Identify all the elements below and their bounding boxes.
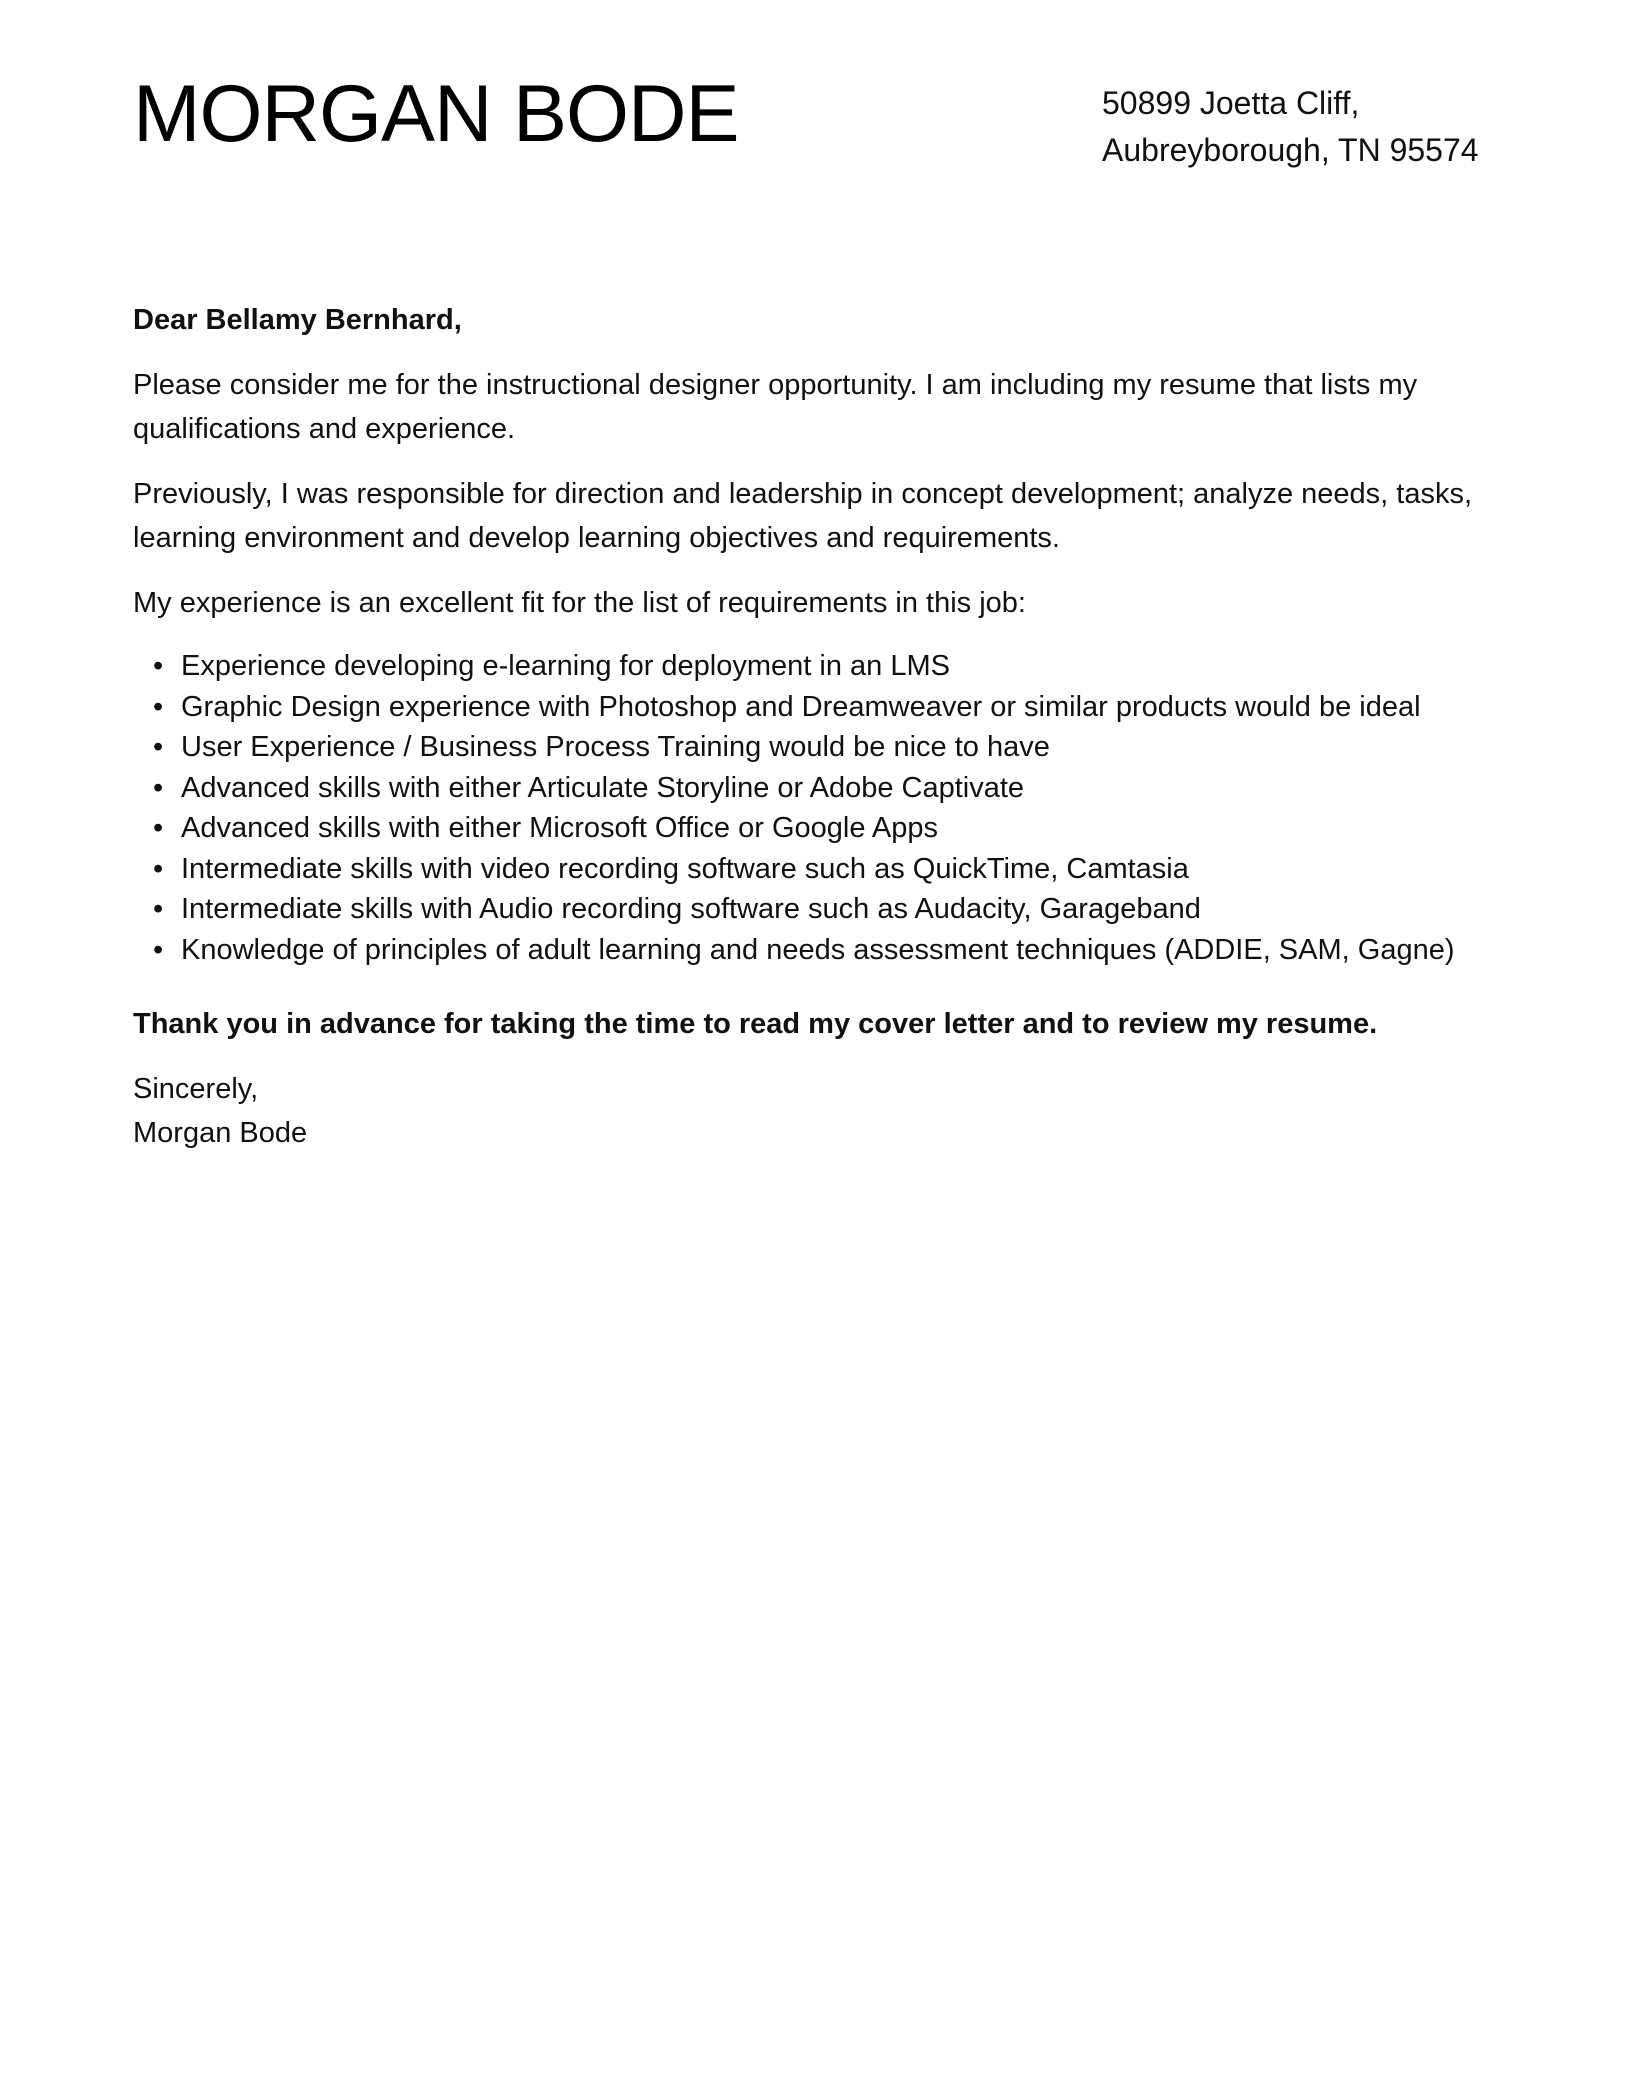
closing-block: [133, 1067, 1503, 1155]
requirement-text: Graphic Design experience with Photoshop and Dreamweaver or similar products would be ideal: [181, 690, 1421, 723]
requirement-text: User Experience / Business Process Training would be nice to have: [181, 731, 1050, 763]
list-item: [133, 727, 1503, 768]
closing-word: Sincerely,: [133, 1073, 259, 1105]
thank-you-line: Thank you in advance for taking the time to read my cover letter and to review my resume.: [133, 1008, 1378, 1040]
requirement-text: Knowledge of principles of adult learning and needs assessment techniques (ADDIE, SAM, Gagne): [181, 933, 1455, 966]
list-item: [133, 849, 1503, 890]
requirements-list: [133, 646, 1503, 970]
requirements-intro: My experience is an excellent fit for the list of requirements in this job:: [133, 587, 1026, 619]
list-item: [133, 687, 1503, 728]
requirement-text: Advanced skills with either Articulate Storyline or Adobe Captivate: [181, 771, 1025, 804]
salutation: Dear Bellamy Bernhard,: [133, 304, 462, 336]
bullet-icon: •: [153, 893, 164, 925]
experience-paragraph: Previously, I was responsible for direction and leadership in concept development; analyze needs, tasks, learning environment and develop learning objectives and requirements.: [133, 478, 1473, 554]
address-line-1: 50899 Joetta Cliff,: [1102, 85, 1360, 121]
requirement-text: Advanced skills with either Microsoft Office or Google Apps: [181, 812, 939, 844]
bullet-icon: •: [153, 933, 164, 966]
applicant-address: [1102, 80, 1479, 174]
letter-body: [133, 298, 1503, 1155]
signature-name: Morgan Bode: [133, 1117, 308, 1149]
bullet-icon: •: [153, 731, 164, 763]
list-item: [133, 808, 1503, 849]
list-item: [133, 930, 1503, 971]
bullet-icon: •: [153, 771, 164, 804]
bullet-icon: •: [153, 650, 164, 682]
requirement-text: Experience developing e-learning for deployment in an LMS: [181, 650, 950, 682]
address-line-2: Aubreyborough, TN 95574: [1102, 132, 1479, 168]
intro-paragraph: Please consider me for the instructional designer opportunity. I am including my resume that lists my qualifications and experience.: [133, 369, 1418, 445]
requirement-text: Intermediate skills with video recording software such as QuickTime, Camtasia: [181, 852, 1189, 885]
list-item: [133, 889, 1503, 930]
bullet-icon: •: [153, 812, 164, 844]
list-item: [133, 768, 1503, 809]
bullet-icon: •: [153, 852, 164, 885]
list-item: [133, 646, 1503, 687]
bullet-icon: •: [153, 690, 164, 723]
requirement-text: Intermediate skills with Audio recording software such as Audacity, Garageband: [181, 893, 1201, 925]
applicant-name: MORGAN BODE: [133, 69, 739, 159]
